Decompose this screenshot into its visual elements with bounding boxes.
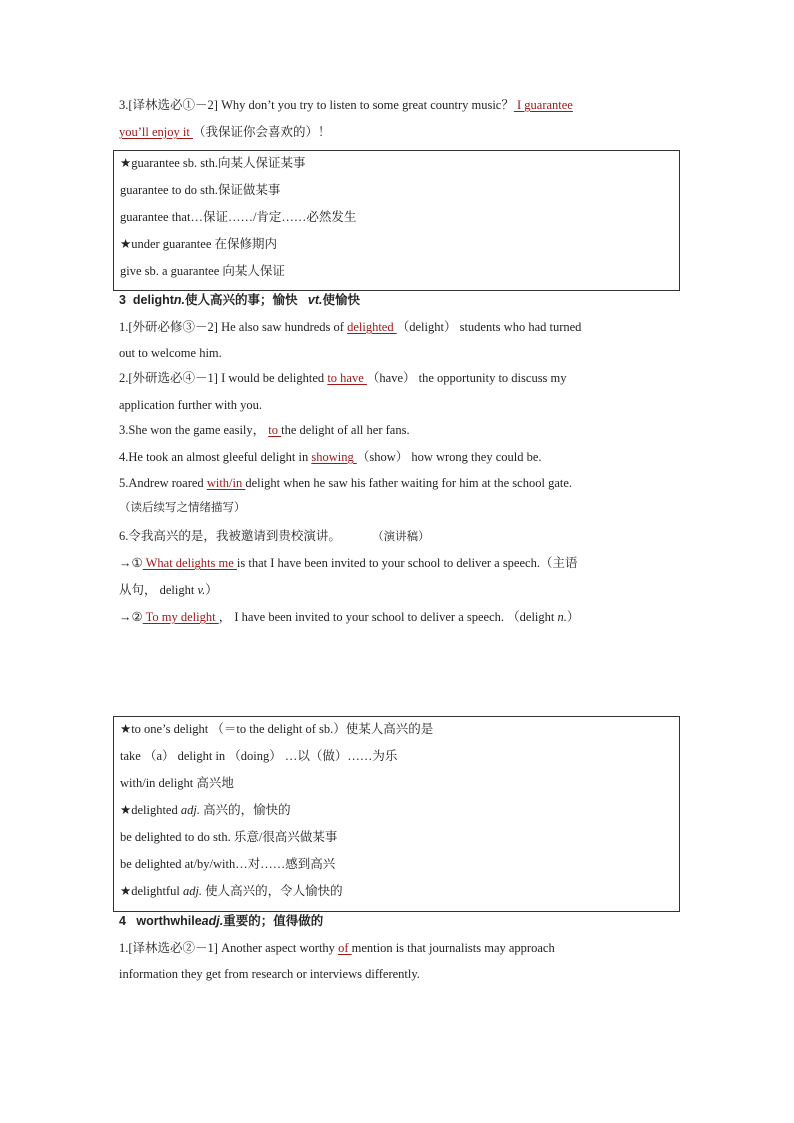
heading-4-num: 4 xyxy=(119,914,126,928)
heading-4-word: worthwhile xyxy=(136,914,202,928)
box2-line-7 xyxy=(120,883,343,899)
heading-3-meaning2: 使愉快 xyxy=(322,293,361,307)
w1-suffix: mention is that journalists may approach xyxy=(351,941,555,955)
d6-r1-cont-a: 从句， delight xyxy=(119,583,198,597)
box2-line-2: take （a） delight in （doing） …以（做）……为乐 xyxy=(120,749,398,763)
d4-suffix: （show） how wrong they could be. xyxy=(356,450,542,464)
heading-3-meaning1: 使人高兴的事；愉快 xyxy=(184,293,298,307)
box1-line-3: guarantee that…保证……/肯定……必然发生 xyxy=(120,210,357,224)
delight-q2 xyxy=(119,370,567,386)
heading-4-meaning: 重要的；值得做的 xyxy=(223,914,324,928)
d2-prefix: 2.[外研选必④－1] I would be delighted xyxy=(119,371,328,385)
d2-answer: to have xyxy=(327,371,367,385)
q3-answer-b: you’ll enjoy it xyxy=(119,125,193,139)
guarantee-phrase-box xyxy=(113,150,680,291)
delight-q6-rewrite-1 xyxy=(119,555,577,571)
d1-answer: delighted xyxy=(347,320,397,334)
d6-prefix: 6.令我高兴的是，我被邀请到贵校演讲。 xyxy=(119,529,341,543)
delight-q2-cont: application further with you. xyxy=(119,398,263,412)
delight-q6-rewrite-1-cont xyxy=(119,582,218,598)
d5-suffix: delight when he saw his father waiting for him at the school gate. xyxy=(245,476,573,490)
d1-prefix: 1.[外研必修③－2] He also saw hundreds of xyxy=(119,320,348,334)
d3-answer: to xyxy=(268,423,282,437)
worthwhile-q1-cont: information they get from research or interviews differently. xyxy=(119,967,420,981)
box2-l4-word: ★delighted xyxy=(120,803,181,817)
box2-l7-word: ★delightful xyxy=(120,884,183,898)
delight-q5-note: （读后续写之情绪描写） xyxy=(119,502,246,514)
d1-suffix: （delight） students who had turned xyxy=(396,320,582,334)
delight-q5 xyxy=(119,475,572,491)
d6-r2-end: ） xyxy=(566,610,580,624)
heading-3-pos1: n. xyxy=(173,293,185,307)
d3-suffix: the delight of all her fans. xyxy=(281,423,410,437)
delight-q6 xyxy=(119,528,430,545)
d6-r2-suffix: ， I have been invited to your school to deliver a speech. （delight xyxy=(218,610,558,624)
box2-line-4 xyxy=(120,802,291,818)
heading-4-pos: adj. xyxy=(201,914,224,928)
heading-3-word: delight xyxy=(132,293,174,307)
d4-answer: showing xyxy=(311,450,357,464)
d6-r1-suffix: is that I have been invited to your school to deliver a speech.（主语 xyxy=(236,556,578,570)
box2-line-1: ★to one’s delight （＝to the delight of sb.）使某人高兴的是 xyxy=(120,722,434,736)
d6-r2-answer: To my delight xyxy=(142,610,219,624)
delight-q1-cont: out to welcome him. xyxy=(119,346,222,360)
heading-3-num: 3 xyxy=(119,293,126,307)
heading-3-pos2: vt. xyxy=(307,293,323,307)
delight-q4 xyxy=(119,449,542,465)
q3-answer-a: I guarantee xyxy=(513,98,573,112)
d6-tag: （演讲稿） xyxy=(372,531,430,543)
q3-suffix: （我保证你会喜欢的）！ xyxy=(192,125,331,139)
d6-r1-cont-pos: v. xyxy=(197,583,206,597)
box2-line-3: with/in delight 高兴地 xyxy=(120,776,234,790)
box2-line-6: be delighted at/by/with…对……感到高兴 xyxy=(120,857,336,871)
delight-phrase-box xyxy=(113,716,680,912)
box2-line-5: be delighted to do sth. 乐意/很高兴做某事 xyxy=(120,830,338,844)
question-3-line-2 xyxy=(119,124,330,140)
delight-q1 xyxy=(119,319,581,335)
box2-l7-pos: adj. xyxy=(182,884,203,898)
d4-prefix: 4.He took an almost gleeful delight in xyxy=(119,450,312,464)
d6-r2-arrow: →② xyxy=(119,610,143,624)
d5-prefix: 5.Andrew roared xyxy=(119,476,207,490)
box2-l7-meaning: 使人高兴的，令人愉快的 xyxy=(202,884,343,898)
box1-line-2: guarantee to do sth.保证做某事 xyxy=(120,183,281,197)
question-3-line-1 xyxy=(119,97,573,113)
d6-r1-answer: What delights me xyxy=(142,556,237,570)
d6-r1-arrow: →① xyxy=(119,556,143,570)
d2-suffix: （have） the opportunity to discuss my xyxy=(366,371,567,385)
d3-prefix: 3.She won the game easily， xyxy=(119,423,269,437)
heading-delight xyxy=(119,292,360,308)
d5-answer: with/in xyxy=(206,476,246,490)
w1-answer: of xyxy=(338,941,352,955)
d6-r1-cont-b: ） xyxy=(205,583,218,597)
w1-prefix: 1.[译林选必②－1] Another aspect worthy xyxy=(119,941,339,955)
heading-worthwhile xyxy=(119,913,323,929)
box1-line-4: ★under guarantee 在保修期内 xyxy=(120,237,277,251)
delight-q6-rewrite-2 xyxy=(119,609,579,625)
delight-q3 xyxy=(119,422,410,438)
q3-prefix: 3.[译林选必①－2] Why don’t you try to listen to some great country music？ xyxy=(119,98,514,112)
worthwhile-q1 xyxy=(119,940,555,956)
box2-l4-pos: adj. xyxy=(180,803,200,817)
d6-r2-pos: n. xyxy=(557,610,567,624)
box1-line-1: ★guarantee sb. sth.向某人保证某事 xyxy=(120,156,306,170)
box1-line-5: give sb. a guarantee 向某人保证 xyxy=(120,264,285,278)
box2-l4-meaning: 高兴的，愉快的 xyxy=(199,803,291,817)
